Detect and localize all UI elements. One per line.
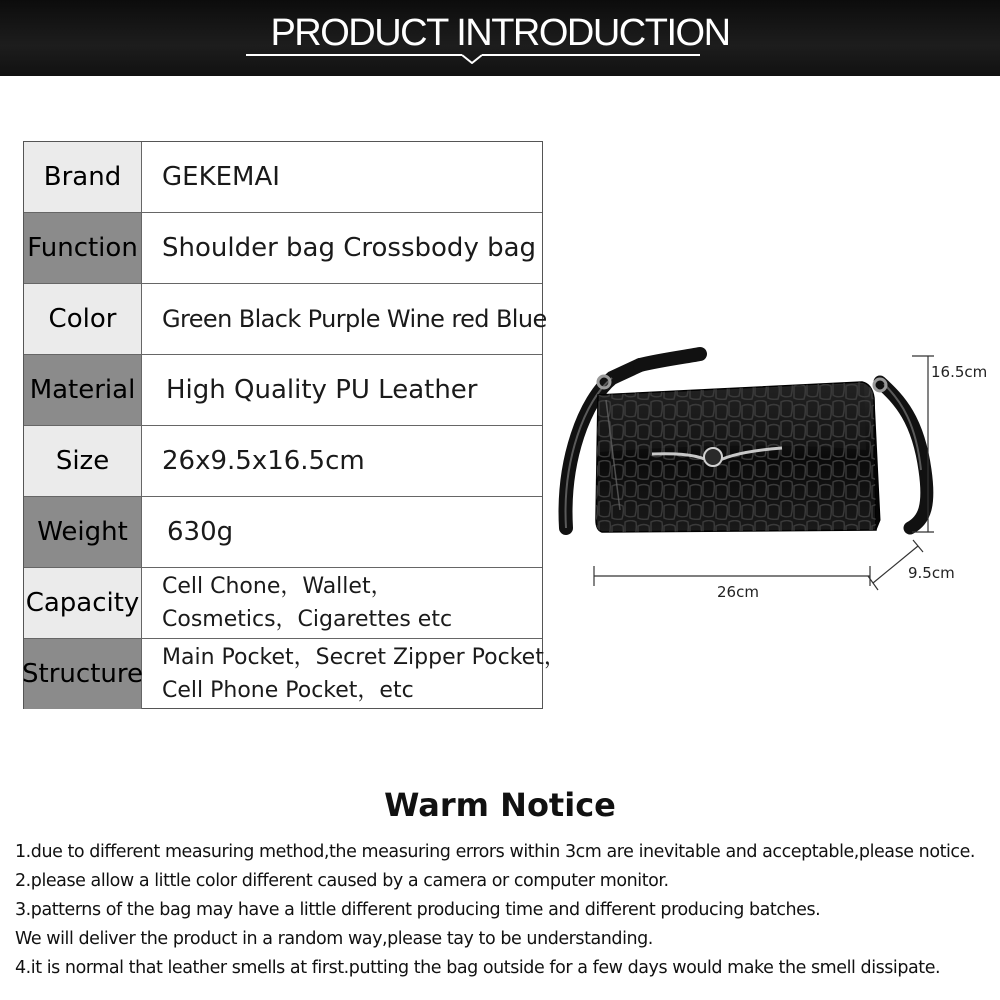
notice-title: Warm Notice — [384, 786, 616, 824]
spec-label: Brand — [24, 142, 142, 212]
spec-value: Shoulder bag Crossbody bag — [162, 233, 537, 263]
spec-row-structure — [22, 639, 566, 710]
spec-label: Material — [24, 355, 142, 425]
header-banner — [0, 0, 1000, 76]
spec-value: 630g — [167, 517, 234, 547]
bag-body — [596, 382, 880, 532]
spec-row-brand — [24, 142, 542, 213]
height-label: 16.5cm — [931, 363, 988, 381]
spec-label: Color — [24, 284, 142, 354]
spec-value — [162, 568, 537, 638]
spec-value: High Quality PU Leather — [166, 375, 478, 405]
spec-value — [162, 639, 566, 709]
spec-label: Function — [24, 213, 142, 283]
notice-line: 3.patterns of the bag may have a little different producing time and different producing batches. — [15, 900, 821, 920]
title-underline-left — [246, 54, 462, 56]
spec-value-line: Cell Phone Pocket，etc — [162, 678, 414, 703]
spec-value: GEKEMAI — [162, 162, 280, 192]
notice-line: 2.please allow a little color different caused by a camera or computer monitor. — [15, 871, 669, 891]
title-underline-right — [482, 54, 700, 56]
spec-row-size — [24, 426, 542, 497]
spec-label: Weight — [24, 497, 142, 567]
spec-value-line: Cosmetics，Cigarettes etc — [162, 607, 453, 632]
spec-row-function — [24, 213, 542, 284]
spec-value-line: Main Pocket，Secret Zipper Pocket， — [162, 645, 566, 670]
pointer-down-icon — [462, 54, 482, 64]
spec-row-weight — [24, 497, 542, 568]
page-title: PRODUCT INTRODUCTION — [270, 12, 730, 54]
width-label: 26cm — [717, 583, 759, 601]
notice-line: 4.it is normal that leather smells at first.putting the bag outside for a few days would make the smell dissipate. — [15, 958, 941, 978]
product-figure — [555, 340, 1000, 610]
notice-line: We will deliver the product in a random way,please tay to be understanding. — [15, 929, 653, 949]
depth-label: 9.5cm — [908, 564, 955, 582]
notice-line: 1.due to different measuring method,the measuring errors within 3cm are inevitable and acceptable,please notice. — [15, 842, 976, 862]
spec-label: Capacity — [24, 568, 142, 638]
spec-value-line: Cell Chone，Wallet， — [162, 574, 393, 599]
spec-value: 26x9.5x16.5cm — [162, 446, 365, 476]
spec-label: Size — [24, 426, 142, 496]
spec-row-color — [24, 284, 547, 355]
spec-table — [22, 141, 566, 709]
spec-row-material — [24, 355, 542, 426]
spec-label: Structure — [24, 639, 142, 709]
spec-row-capacity — [24, 568, 542, 639]
spec-value: Green Black Purple Wine red Blue — [162, 305, 547, 333]
